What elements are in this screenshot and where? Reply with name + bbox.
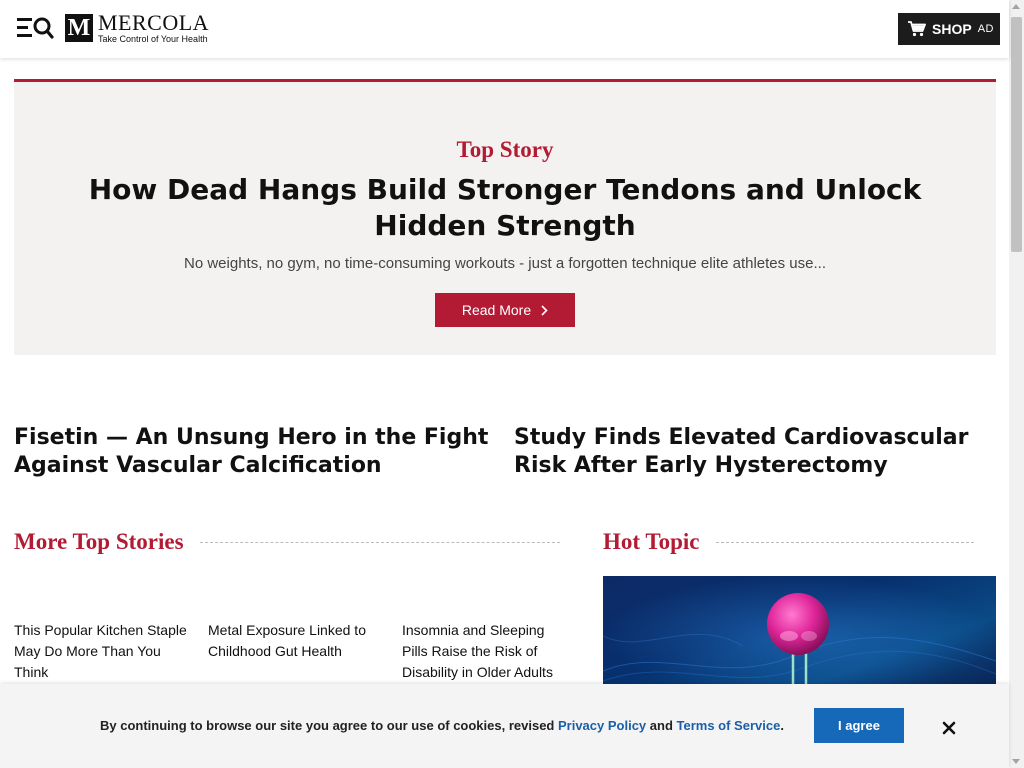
more-story-link[interactable]: Insomnia and Sleeping Pills Raise the Risk of Disability in Older Adults [402,622,553,680]
scroll-down-arrow-icon[interactable] [1012,759,1020,764]
secondary-story-link[interactable]: Study Finds Elevated Cardiovascular Risk After Early Hysterectomy [514,425,969,478]
section-divider [716,542,974,543]
more-story-link[interactable]: This Popular Kitchen Staple May Do More Than You Think [14,622,187,680]
close-icon[interactable] [942,721,956,735]
section-divider [200,542,560,543]
cart-icon [908,21,926,37]
shop-button[interactable] [898,13,1000,45]
terms-of-service-link[interactable]: Terms of Service [676,718,781,733]
more-story-link[interactable]: Metal Exposure Linked to Childhood Gut Health [208,622,366,659]
agree-button[interactable]: I agree [814,708,904,743]
top-story-title[interactable]: How Dead Hangs Build Stronger Tendons and Unlock Hidden Strength [88,173,922,242]
hot-topic-header [603,529,974,555]
menu-search-icon[interactable] [16,15,54,41]
scroll-up-arrow-icon[interactable] [1012,4,1020,9]
logo-name: MERCOLA [98,10,210,35]
cookie-period: . [780,718,784,733]
scroll-thumb[interactable] [1011,17,1022,252]
cookie-text: By continuing to browse our site you agree to our use of cookies, revised [100,718,558,733]
chevron-right-icon [541,305,548,316]
cookie-message [100,718,784,733]
site-header [0,0,1009,58]
top-story-summary: No weights, no gym, no time-consuming workouts - just a forgotten technique elite athletes use... [184,255,826,272]
shop-ad-label: AD [977,23,994,35]
cookie-and-text: and [646,718,677,733]
logo-mark: M [65,14,93,42]
section-title: Hot Topic [603,529,700,554]
top-story-card [14,79,996,355]
site-logo[interactable] [65,10,210,44]
read-more-button[interactable] [435,293,575,327]
cookie-banner [0,684,1009,768]
shop-label: SHOP [932,21,972,37]
section-title: More Top Stories [14,529,184,554]
secondary-story-link[interactable]: Fisetin — An Unsung Hero in the Fight Against Vascular Calcification [14,425,489,478]
privacy-policy-link[interactable]: Privacy Policy [557,718,647,733]
top-story-kicker: Top Story [456,137,554,162]
more-top-stories-header [14,529,560,555]
logo-tagline: Take Control of Your Health [98,34,208,44]
hot-topic-image[interactable] [603,576,996,696]
page-scrollbar[interactable] [1009,0,1024,768]
read-more-label: Read More [461,302,532,318]
